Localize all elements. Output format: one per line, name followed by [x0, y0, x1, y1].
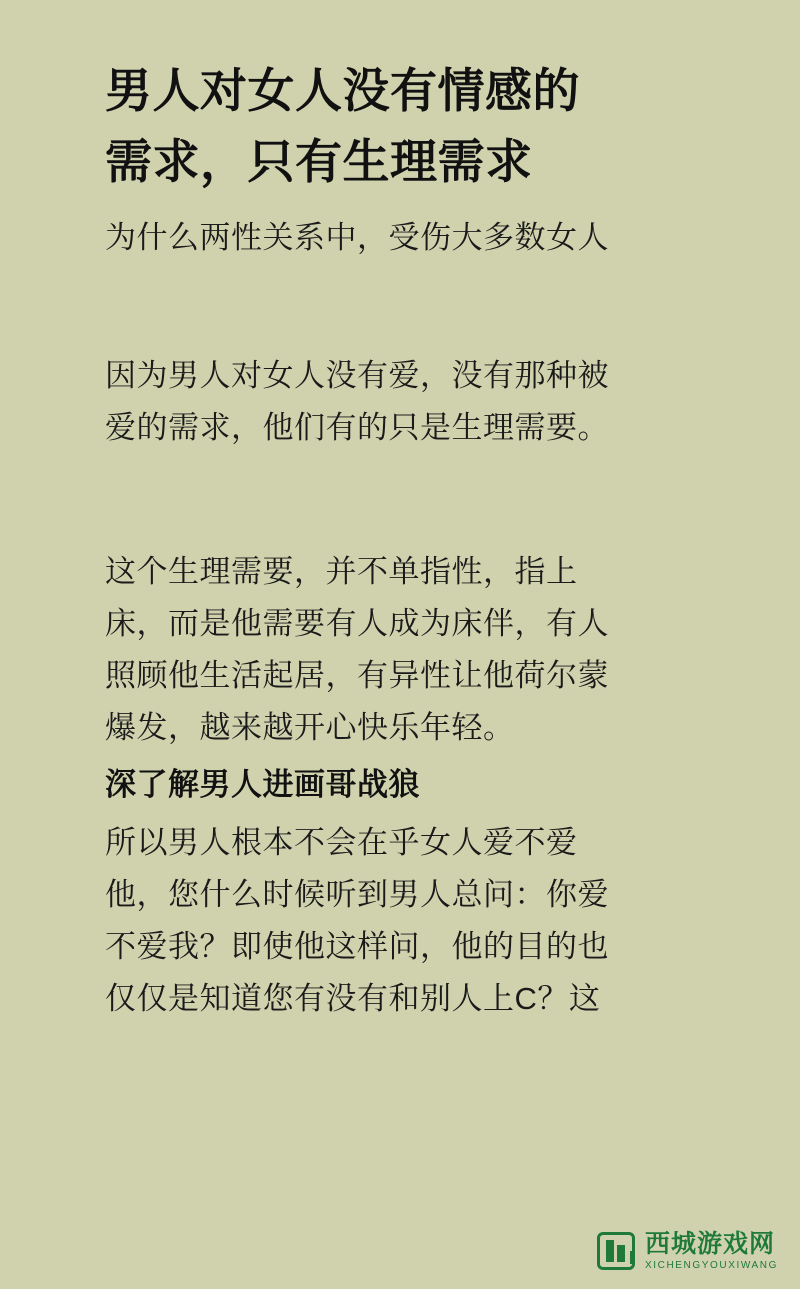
- spacer: [105, 264, 695, 350]
- paragraph-3-line-2: 他，您什么时候听到男人总问：你爱: [105, 877, 609, 912]
- paragraph-2-line-4: 爆发，越来越开心快乐年轻。: [105, 710, 515, 746]
- paragraph-1-line-1: 因为男人对女人没有爱，没有那种被: [105, 357, 609, 393]
- paragraph-2-line-2: 床，而是他需要有人成为床伴，有人: [105, 606, 609, 642]
- spacer: [105, 809, 695, 817]
- lead-paragraph: 为什么两性关系中，受伤大多数女人: [105, 219, 609, 255]
- book-logo-icon: [597, 1232, 635, 1270]
- site-watermark: [597, 1231, 778, 1271]
- page-title-line-1: 男人对女人没有情感的: [105, 64, 580, 117]
- paragraph-1: [105, 350, 695, 454]
- page-title: [105, 55, 695, 198]
- watermark-site-name: 西城游戏网: [644, 1230, 775, 1259]
- paragraph-3-line-1: 所以男人根本不会在乎女人爱不爱: [105, 824, 578, 860]
- paragraph-3-line-3: 不爱我？即使他这样问，他的目的也: [105, 929, 609, 965]
- page-title-line-2: 需求，只有生理需求: [105, 135, 533, 189]
- paragraph-3: [105, 817, 695, 1025]
- paragraph-2: [105, 546, 695, 754]
- section-subheading: 深了解男人进画哥战狼: [105, 767, 420, 803]
- spacer: [105, 454, 695, 546]
- watermark-site-name-pinyin: XICHENGYOUXIWANG: [644, 1259, 778, 1271]
- spacer: [105, 198, 695, 212]
- paragraph-2-line-3: 照顾他生活起居，有异性让他荷尔蒙: [105, 658, 609, 694]
- paragraph-3-line-4: 仅仅是知道您有没有和别人上C？这: [105, 981, 601, 1017]
- watermark-text: [645, 1231, 778, 1271]
- paragraph-1-line-2: 爱的需求，他们有的只是生理需要。: [105, 410, 609, 446]
- paragraph-2-line-1: 这个生理需要，并不单指性，指上: [105, 554, 578, 590]
- spacer: [105, 754, 695, 762]
